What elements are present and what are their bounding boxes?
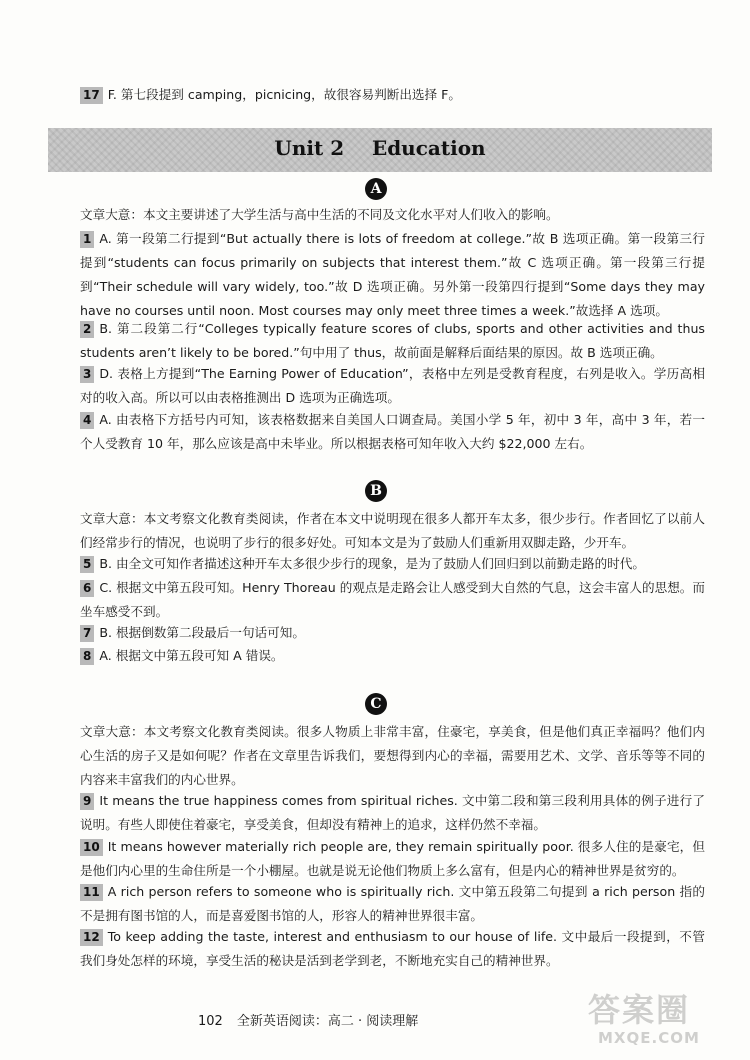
answer-item-12: [80, 925, 705, 973]
watermark-url: MXQE.COM: [598, 1029, 700, 1047]
item-number: 9: [80, 793, 94, 810]
answer-item-2: [80, 317, 705, 365]
answer-item-8: [80, 644, 705, 668]
item-number: 12: [80, 929, 103, 946]
section-c-summary: 文章大意：本文考察文化教育类阅读。很多人物质上非常丰富，住豪宅，享美食，但是他们真正幸福吗？他们内心生活的房子又是如何呢？作者在文章里告诉我们，要想得到内心的幸福，需要用艺术、文学、音乐等等不同的内容来丰富我们的内心世界。: [80, 724, 705, 787]
item-text: F. 第七段提到 camping，picnicing，故很容易判断出选择 F。: [107, 87, 461, 102]
page-number: 102: [198, 1014, 223, 1029]
answer-item-1: [80, 227, 705, 323]
item-number: 17: [80, 87, 103, 104]
item-number: 4: [80, 412, 94, 429]
section-b-summary: 文章大意：本文考察文化教育类阅读，作者在本文中说明现在很多人都开车太多，很少步行。作者回忆了以前人们经常步行的情况，也说明了步行的很多好处。可知本文是为了鼓励人们重新用双脚走路，少开车。: [80, 511, 705, 550]
item-number: 11: [80, 884, 103, 901]
item-text: It means the true happiness comes from spiritual riches. 文中第二段和第三段利用具体的例子进行了说明。有些人即使住着豪宅，享受美食，但却没有精神上的追求，这样仍然不幸福。: [80, 793, 705, 832]
item-number: 8: [80, 648, 94, 665]
answer-item-7: [80, 621, 705, 645]
section-a-summary: 文章大意：本文主要讲述了大学生活与高中生活的不同及文化水平对人们收入的影响。: [80, 207, 559, 222]
watermark-text: 答案圈: [588, 991, 691, 1029]
watermark-logo: [580, 985, 740, 1055]
section-letter-a: A: [365, 178, 387, 200]
item-text: D. 表格上方提到“The Earning Power of Education”，表格中左列是受教育程度，右列是收入。学历高相对的收入高。所以可以由表格推测出 D 选项为正确选项。: [80, 366, 705, 405]
item-text: A. 根据文中第五段可知 A 错误。: [99, 648, 284, 663]
answer-item-11: [80, 880, 705, 928]
answer-item-10: [80, 835, 705, 883]
item-text: B. 第二段第二行“Colleges typically feature scores of clubs, sports and other activities and thus students aren’t likely to be bored.”句中用了 thus，故前面是解释后面结果的原因。故 B 选项正确。: [80, 321, 705, 360]
item-text: A rich person refers to someone who is spiritually rich. 文中第五段第二句提到 a rich person 指的不是拥有图书馆的人，而是喜爱图书馆的人，形容人的精神世界很丰富。: [80, 884, 705, 923]
item-number: 5: [80, 556, 94, 573]
page-footer: [198, 1010, 418, 1029]
item-number: 10: [80, 839, 103, 856]
section-letter-c: C: [365, 693, 387, 715]
answer-item-5: [80, 552, 705, 576]
unit-banner: [48, 128, 712, 172]
item-text: It means however materially rich people are, they remain spiritually poor. 很多人住的是豪宅，但是他们内心里的生命住所是一个小棚屋。也就是说无论他们物质上多么富有，但是内心的精神世界是贫穷的。: [80, 839, 705, 878]
item-number: 3: [80, 366, 94, 383]
book-title: 全新英语阅读：高二 · 阅读理解: [236, 1014, 419, 1029]
item-text: C. 根据文中第五段可知。Henry Thoreau 的观点是走路会让人感受到大自然的气息，这会丰富人的思想。而坐车感受不到。: [80, 580, 705, 619]
answer-item-17: [80, 83, 705, 107]
item-text: A. 第一段第二行提到“But actually there is lots of freedom at college.”故 B 选项正确。第一段第三行提到“students can focus primarily on subjects that interest them.”故 C 选项正确。第一段第三行提到“Their schedule will vary widely, too.”故 D 选项正确。另外第一段第四行提到“Some days they may have no courses until noon. Most courses may only meet three times a week.”故选择 A 选项。: [80, 231, 705, 318]
item-text: To keep adding the taste, interest and enthusiasm to our house of life. 文中最后一段提到，不管我们身处怎样的环境，享受生活的秘诀是活到老学到老，不断地充实自己的精神世界。: [80, 929, 705, 968]
item-number: 7: [80, 625, 94, 642]
item-number: 1: [80, 231, 94, 248]
answer-item-6: [80, 576, 705, 624]
item-text: B. 根据倒数第二段最后一句话可知。: [99, 625, 305, 640]
item-text: A. 由表格下方括号内可知，该表格数据来自美国人口调查局。美国小学 5 年，初中 3 年，高中 3 年，若一个人受教育 10 年，那么应该是高中未毕业。所以根据表格可知年收入大约 $22,000 左右。: [80, 412, 705, 451]
item-number: 6: [80, 580, 94, 597]
answer-item-3: [80, 362, 705, 410]
answer-item-9: [80, 789, 705, 837]
section-letter-b: B: [365, 480, 387, 502]
item-text: B. 由全文可知作者描述这种开车太多很少步行的现象，是为了鼓励人们回归到以前勤走路的时代。: [99, 556, 645, 571]
answer-item-4: [80, 408, 705, 456]
unit-title: Unit 2 Education: [274, 136, 486, 160]
item-number: 2: [80, 321, 94, 338]
